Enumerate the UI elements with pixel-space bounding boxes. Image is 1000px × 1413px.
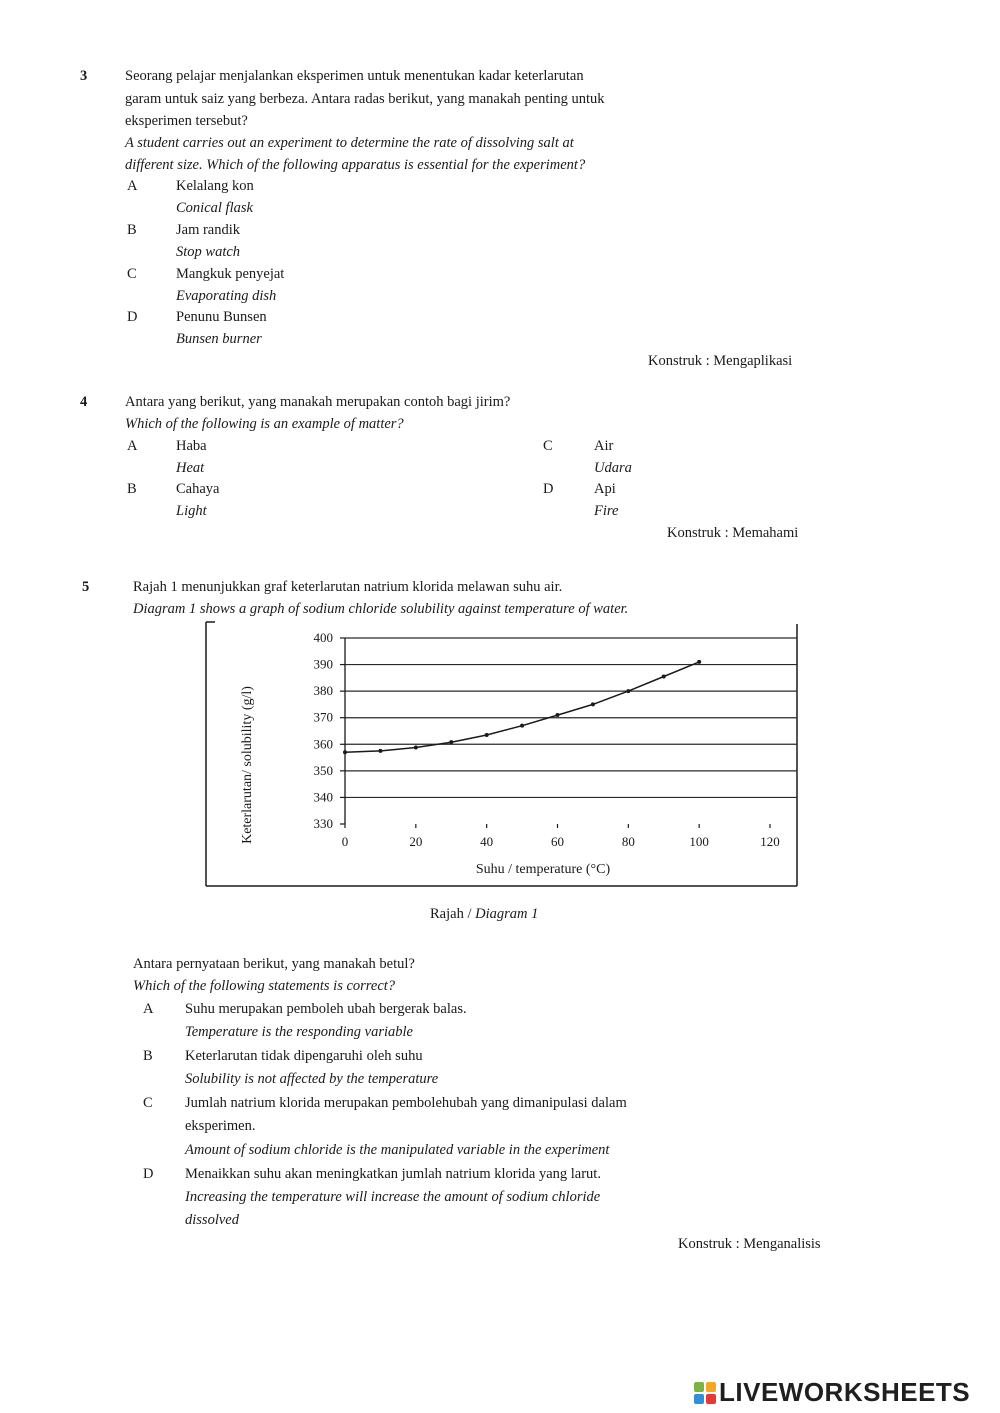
y-tick-label-400: 400 [313, 630, 333, 645]
q4-stem-ms: Antara yang berikut, yang manakah merupakan contoh bagi jirim? [125, 394, 511, 410]
y-tick-label-360: 360 [313, 736, 333, 752]
data-point-60 [556, 713, 560, 717]
diagram-caption-ms: Rajah / [430, 906, 472, 922]
q4-konstruk: Konstruk : Memahami [667, 525, 799, 541]
q4-number: 4 [80, 394, 88, 410]
x-tick-label-0: 0 [341, 834, 349, 849]
q3-option-a-text[interactable]: Kelalang kon [176, 178, 254, 194]
q3-stem-ms-line2: garam untuk saiz yang berbeza. Antara radas berikut, yang manakah penting untuk [125, 91, 605, 107]
y-tick-label-330: 330 [313, 816, 333, 831]
q4-option-d-text[interactable]: Api [594, 481, 616, 497]
q4-option-c-text[interactable]: Air [594, 438, 614, 454]
q5-question-ms: Antara pernyataan berikut, yang manakah betul? [133, 956, 415, 972]
x-axis-title: Suhu / temperature (°C) [475, 862, 611, 877]
y-tick-label-370: 370 [313, 709, 333, 725]
series-line [345, 662, 699, 752]
q4-option-c-letter[interactable]: C [543, 438, 553, 454]
diagram-caption [430, 906, 538, 923]
q5-option-c-en: Amount of sodium chloride is the manipulated variable in the experiment [185, 1142, 610, 1158]
q5-option-c-text-cont: eksperimen. [185, 1118, 256, 1134]
data-point-100 [697, 660, 701, 664]
q4-stem-en: Which of the following is an example of matter? [125, 416, 404, 432]
q4-option-b-text[interactable]: Cahaya [176, 481, 220, 497]
q3-option-d-text[interactable]: Penunu Bunsen [176, 309, 267, 325]
q3-option-d-en: Bunsen burner [176, 331, 262, 347]
y-tick-label-390: 390 [313, 656, 333, 672]
q5-stem-ms: Rajah 1 menunjukkan graf keterlarutan natrium klorida melawan suhu air. [133, 579, 563, 595]
y-tick-label-380: 380 [313, 683, 333, 699]
q5-option-d-text[interactable]: Menaikkan suhu akan meningkatkan jumlah natrium klorida yang larut. [185, 1166, 601, 1182]
q5-option-d-letter[interactable]: D [143, 1166, 154, 1182]
q4-option-b-letter[interactable]: B [127, 481, 137, 497]
q4-option-a-text[interactable]: Haba [176, 438, 207, 454]
q3-option-b-en: Stop watch [176, 244, 241, 260]
data-point-10 [378, 749, 382, 753]
q5-option-c-text[interactable]: Jumlah natrium klorida merupakan pembolehubah yang dimanipulasi dalam [185, 1095, 627, 1111]
q3-konstruk: Konstruk : Mengaplikasi [648, 353, 793, 369]
q4-option-a-letter[interactable]: A [127, 438, 138, 454]
q5-option-a-text[interactable]: Suhu merupakan pemboleh ubah bergerak balas. [185, 1001, 467, 1017]
q3-stem-ms-line3: eksperimen tersebut? [125, 113, 248, 129]
q5-option-b-text[interactable]: Keterlarutan tidak dipengaruhi oleh suhu [185, 1048, 423, 1064]
diagram-caption-en: Diagram 1 [475, 906, 539, 922]
q4-option-a-en: Heat [176, 460, 205, 476]
q5-option-d-en-cont: dissolved [185, 1212, 239, 1228]
q5-option-d-en: Increasing the temperature will increase the amount of sodium chloride [185, 1189, 601, 1205]
y-tick-label-350: 350 [313, 762, 333, 778]
q3-option-b-letter[interactable]: B [127, 222, 137, 238]
y-axis-title: Keterlarutan/ solubility (g/l) [240, 686, 255, 844]
q3-stem-en-line2: different size. Which of the following apparatus is essential for the experiment? [125, 157, 586, 173]
q3-option-a-en: Conical flask [176, 200, 253, 216]
data-point-20 [414, 745, 418, 749]
x-tick-label-60: 60 [551, 834, 564, 849]
data-point-0 [343, 750, 347, 754]
q3-option-c-text[interactable]: Mangkuk penyejat [176, 266, 285, 282]
q4-option-c-en: Udara [594, 460, 632, 476]
q5-konstruk: Konstruk : Menganalisis [678, 1236, 821, 1252]
data-point-40 [485, 733, 489, 737]
x-tick-label-20: 20 [409, 834, 423, 849]
q3-option-c-letter[interactable]: C [127, 266, 137, 282]
x-tick-label-100: 100 [689, 834, 709, 849]
liveworksheets-logo-icon [694, 1382, 716, 1404]
x-tick-label-120: 120 [760, 834, 780, 849]
y-tick-label-340: 340 [313, 789, 333, 805]
data-point-80 [626, 689, 630, 693]
q3-option-c-en: Evaporating dish [176, 288, 277, 304]
q5-stem-en: Diagram 1 shows a graph of sodium chloride solubility against temperature of water. [133, 601, 629, 617]
liveworksheets-logo-text: LIVEWORKSHEETS [719, 1377, 971, 1407]
data-point-30 [449, 740, 453, 744]
solubility-chart [205, 620, 805, 888]
data-point-50 [520, 724, 524, 728]
x-tick-label-80: 80 [621, 834, 635, 849]
q4-option-d-letter[interactable]: D [543, 481, 554, 497]
q5-question-en: Which of the following statements is correct? [133, 978, 396, 994]
q3-stem-en-line1: A student carries out an experiment to determine the rate of dissolving salt at [125, 135, 574, 151]
q5-number: 5 [82, 579, 90, 595]
q3-stem-ms-line1: Seorang pelajar menjalankan eksperimen untuk menentukan kadar keterlarutan [125, 68, 584, 84]
q5-option-a-letter[interactable]: A [143, 1001, 154, 1017]
q3-number: 3 [80, 68, 88, 84]
q5-option-b-letter[interactable]: B [143, 1048, 153, 1064]
q3-option-b-text[interactable]: Jam randik [176, 222, 241, 238]
q5-option-a-en: Temperature is the responding variable [185, 1024, 413, 1040]
x-tick-label-40: 40 [480, 834, 494, 849]
liveworksheets-logo[interactable] [694, 1377, 970, 1408]
q4-option-b-en: Light [176, 503, 207, 519]
q5-option-c-letter[interactable]: C [143, 1095, 153, 1111]
q5-option-b-en: Solubility is not affected by the temperature [185, 1071, 439, 1087]
q3-option-d-letter[interactable]: D [127, 309, 138, 325]
data-point-70 [591, 702, 595, 706]
q3-option-a-letter[interactable]: A [127, 178, 138, 194]
q4-option-d-en: Fire [594, 503, 619, 519]
data-point-90 [662, 675, 666, 679]
